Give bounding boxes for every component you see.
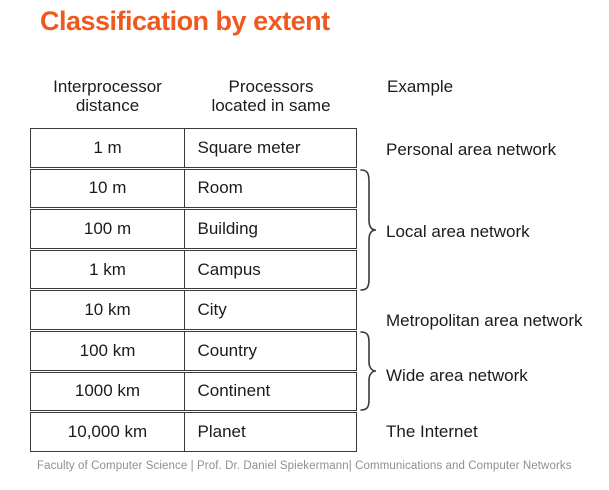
located-cell: Continent <box>184 372 358 412</box>
slide-title: Classification by extent <box>40 6 330 36</box>
distance-cell: 100 km <box>30 331 185 371</box>
located-cell: Room <box>184 169 358 209</box>
table-row <box>30 412 357 452</box>
located-cell: Campus <box>184 250 358 290</box>
table-row <box>30 169 357 209</box>
lan-group-brace-icon <box>358 168 382 292</box>
distance-cell: 10,000 km <box>30 412 185 452</box>
column-header-interprocessor-distance <box>30 77 185 115</box>
table-row <box>30 372 357 412</box>
column-header-line: Processors <box>228 77 314 96</box>
located-cell: Country <box>184 331 358 371</box>
example-label-wide-area-network: Wide area network <box>386 366 528 385</box>
distance-cell: 1000 km <box>30 372 185 412</box>
column-header-line: distance <box>75 96 140 115</box>
distance-cell: 10 m <box>30 169 185 209</box>
distance-cell: 1 m <box>30 128 185 168</box>
distance-cell: 100 m <box>30 209 185 249</box>
located-cell: City <box>184 290 358 330</box>
column-header-line: Interprocessor <box>53 77 162 96</box>
column-header-example: Example <box>387 77 454 96</box>
example-label-local-area-network: Local area network <box>386 222 530 241</box>
table-row <box>30 290 357 330</box>
table-row <box>30 250 357 290</box>
table-row <box>30 331 357 371</box>
located-cell: Square meter <box>184 128 358 168</box>
distance-cell: 1 km <box>30 250 185 290</box>
table-row <box>30 209 357 249</box>
located-cell: Planet <box>184 412 358 452</box>
example-label-metropolitan-area-network: Metropolitan area network <box>386 311 583 330</box>
example-label-personal-area-network: Personal area network <box>386 140 557 159</box>
located-cell: Building <box>184 209 358 249</box>
column-header-processors-located <box>185 77 357 115</box>
wan-group-brace-icon <box>358 330 382 412</box>
table-row <box>30 128 357 168</box>
example-label-the-internet: The Internet <box>386 422 478 441</box>
classification-table <box>30 128 357 452</box>
column-header-line: located in same <box>211 96 331 115</box>
slide-footer: Faculty of Computer Science | Prof. Dr. Daniel Spiekermann| Communications and Computer Networks <box>37 460 572 472</box>
distance-cell: 10 km <box>30 290 185 330</box>
